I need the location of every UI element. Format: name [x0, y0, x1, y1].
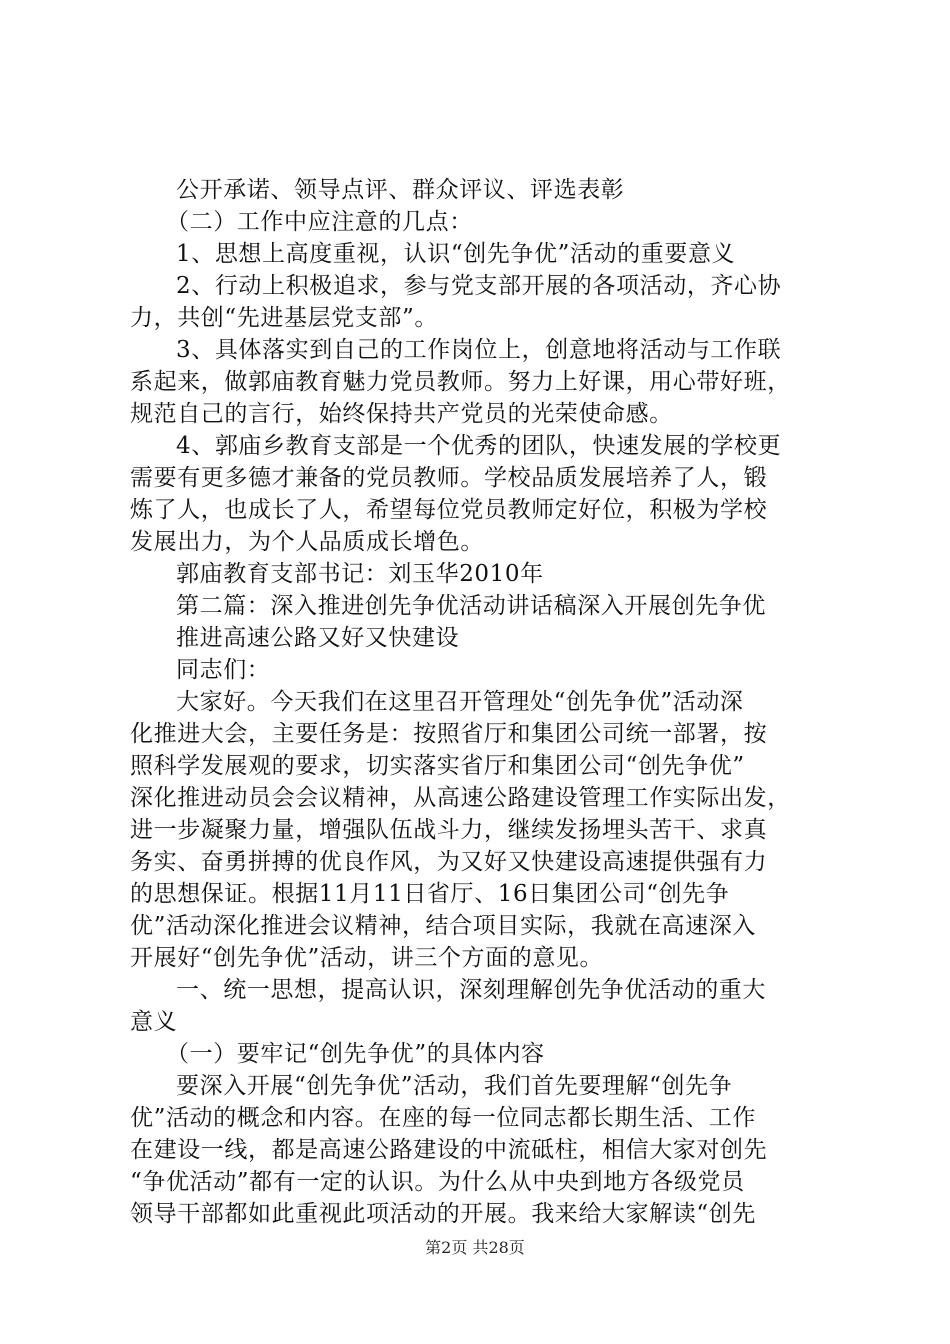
list-item-4-cont-1: 需要有更多德才兼备的党员教师。学校品质发展培养了人，锻	[130, 465, 768, 491]
paragraph2-line-1: 要深入开展“创先争优”活动，我们首先要理解“创先争	[176, 1073, 733, 1099]
paragraph-line-4: 深化推进动员会会议精神，从高速公路建设管理工作实际出发，	[130, 785, 791, 811]
paragraph-line-9: 开展好“创先争优”活动，讲三个方面的意见。	[130, 945, 604, 971]
signature-line: 郭庙教育支部书记：刘玉华2010年	[176, 561, 544, 587]
subsection-heading: （一）要牢记“创先争优”的具体内容	[166, 1041, 545, 1067]
list-item-4-cont-2: 炼了人，也成长了人，希望每位党员教师定好位，积极为学校	[130, 497, 768, 523]
section-heading-2: （二）工作中应注意的几点：	[166, 209, 473, 235]
paragraph-line-7: 的思想保证。根据11月11日省厅、16日集团公司“创先争	[130, 881, 730, 907]
paragraph-line-2: 化推进大会，主要任务是：按照省厅和集团公司统一部署，按	[130, 721, 768, 747]
section-heading-one: 一、统一思想，提高认识，深刻理解创先争优活动的重大	[176, 977, 766, 1003]
text-line-1: 公开承诺、领导点评、群众评议、评选表彰	[176, 177, 625, 203]
chapter-title-2: 推进高速公路又好又快建设	[176, 625, 460, 651]
salutation: 同志们：	[176, 657, 271, 683]
list-item-2-cont: 力，共创“先进基层党支部”。	[130, 305, 438, 331]
paragraph-line-3: 照科学发展观的要求，切实落实省厅和集团公司“创先争优”	[130, 753, 745, 779]
section-heading-one-cont: 意义	[130, 1009, 178, 1035]
paragraph2-line-2: 优”活动的概念和内容。在座的每一位同志都长期生活、工作	[130, 1105, 756, 1131]
paragraph2-line-3: 在建设一线，都是高速公路建设的中流砥柱，相信大家对创先	[130, 1137, 768, 1163]
list-item-2: 2、行动上积极追求，参与党支部开展的各项活动，齐心协	[176, 273, 782, 299]
paragraph-line-5: 进一步凝聚力量，增强队伍战斗力，继续发扬埋头苦干、求真	[130, 817, 768, 843]
paragraph-line-8: 优”活动深化推进会议精神，结合项目实际，我就在高速深入	[130, 913, 756, 939]
paragraph2-line-5: 领导干部都如此重视此项活动的开展。我来给大家解读“创先	[130, 1201, 756, 1227]
list-item-3-cont-1: 系起来，做郭庙教育魅力党员教师。努力上好课，用心带好班，	[130, 369, 791, 395]
paragraph-line-6: 务实、奋勇拼搏的优良作风，为又好又快建设高速提供强有力	[130, 849, 768, 875]
list-item-3: 3、具体落实到自己的工作岗位上，创意地将活动与工作联	[176, 337, 782, 363]
paragraph-line-1: 大家好。今天我们在这里召开管理处“创先争优”活动深	[176, 689, 744, 715]
list-item-4-cont-3: 发展出力，为个人品质成长增色。	[130, 529, 484, 555]
chapter-title-1: 第二篇：深入推进创先争优活动讲话稿深入开展创先争优	[176, 593, 766, 619]
list-item-4: 4、郭庙乡教育支部是一个优秀的团队，快速发展的学校更	[176, 433, 782, 459]
list-item-1: 1、思想上高度重视，认识“创先争优”活动的重要意义	[176, 241, 736, 267]
list-item-3-cont-2: 规范自己的言行，始终保持共产党员的光荣使命感。	[130, 401, 673, 427]
document-body	[130, 174, 836, 1230]
page-footer: 第2页 共28页	[425, 1238, 525, 1257]
paragraph2-line-4: “争优活动”都有一定的认识。为什么从中央到地方各级党员	[130, 1169, 745, 1195]
